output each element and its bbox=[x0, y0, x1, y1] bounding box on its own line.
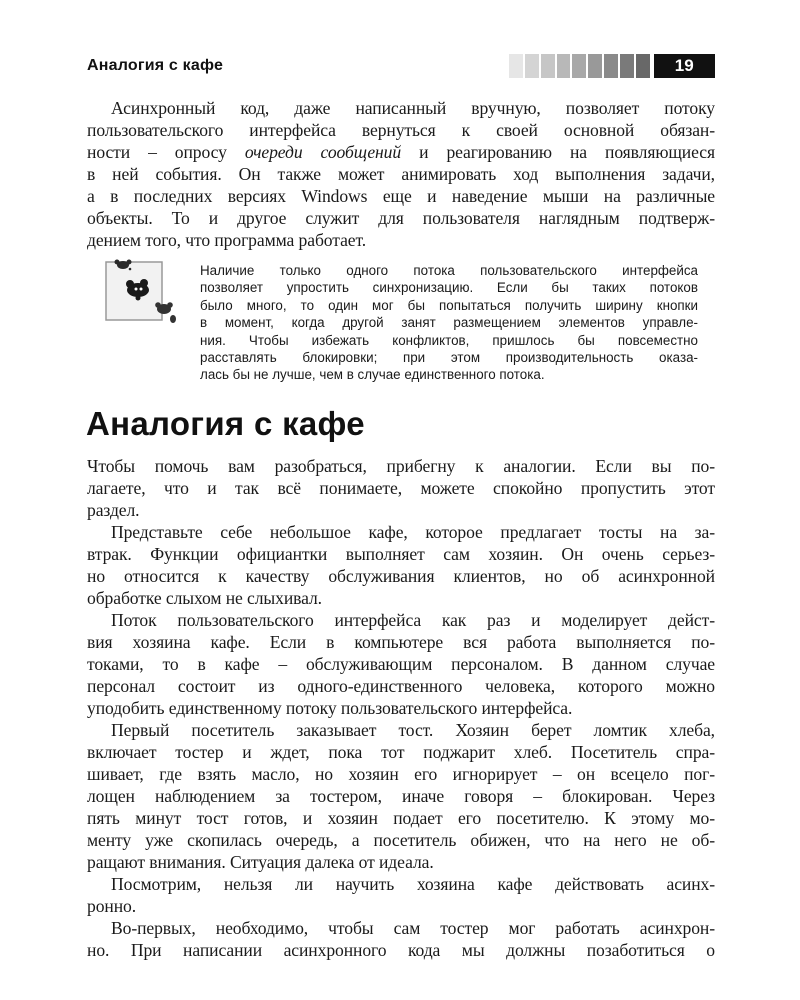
text-line: в ней события. Он также может анимировать ход выполнения задачи, bbox=[87, 164, 715, 184]
text-line: шивает, где взять масло, но хозяин его игнорирует – он всецело пог- bbox=[87, 764, 715, 784]
text-line: пять минут тост готов, и хозяин подает его посетителю. К этому мо- bbox=[87, 808, 715, 828]
text-line: Посмотрим, нельзя ли научить хозяина кафе действовать асинх- bbox=[111, 874, 715, 894]
note-line: в момент, когда другой занят размещением элементов управле- bbox=[200, 315, 698, 331]
text-line: лощен наблюдением за тостером, иначе говоря – блокирован. Через bbox=[87, 786, 715, 806]
note-line: лась бы не лучше, чем в случае единственного потока. bbox=[200, 367, 545, 383]
note-line: Наличие только одного потока пользовательского интерфейса bbox=[200, 263, 698, 278]
bar-segment bbox=[572, 54, 586, 78]
bar-segment bbox=[636, 54, 650, 78]
intro-paragraph bbox=[87, 97, 715, 251]
running-title: Аналогия с кафе bbox=[87, 57, 224, 74]
text-line: лагаете, что и так всё понимаете, можете спокойно пропустить этот bbox=[87, 478, 715, 498]
note-text bbox=[200, 262, 698, 384]
note-line: позволяет упростить синхронизацию. Если бы таких потоков bbox=[200, 280, 698, 296]
text-line: втрак. Функции официантки выполняет сам хозяин. Он очень серьез- bbox=[87, 544, 715, 564]
text-line: Поток пользовательского интерфейса как раз и моделирует дейст- bbox=[111, 610, 715, 630]
text-line: раздел. bbox=[87, 500, 140, 520]
page-number: 19 bbox=[654, 54, 715, 78]
text-line: но. При написании асинхронного кода мы должны позаботиться о bbox=[87, 940, 715, 960]
text-line: Во-первых, необходимо, чтобы сам тостер мог работать асинхрон- bbox=[111, 918, 715, 938]
text-line: Представьте себе небольшое кафе, которое предлагает тосты на за- bbox=[111, 522, 715, 542]
text-line: пользовательского интерфейса вернуться к своей основной обязан- bbox=[87, 120, 715, 140]
bar-segment bbox=[604, 54, 618, 78]
bar-segment bbox=[541, 54, 555, 78]
section-body bbox=[87, 455, 715, 961]
text-line: менту уже скопилась очередь, а посетитель обижен, что на него не об- bbox=[87, 830, 715, 850]
bar-segment bbox=[525, 54, 539, 78]
emphasis-term: очереди сообщений bbox=[244, 142, 402, 162]
section-heading: Аналогия с кафе bbox=[86, 405, 365, 442]
text-line: а в последних версиях Windows еще и наведение мыши на различные bbox=[87, 186, 715, 206]
text-line: обработке слыхом не слыхивал. bbox=[87, 588, 322, 608]
bar-segment bbox=[620, 54, 634, 78]
text-line: ронно. bbox=[87, 896, 137, 916]
text-fragment: и реагированию на появляющиеся bbox=[419, 142, 715, 162]
note-line: ния. Чтобы избежать конфликтов, пришлось бы повсеместно bbox=[200, 332, 698, 348]
text-line: включает тостер и ждет, пока тот поджарит хлеб. Посетитель спра- bbox=[87, 742, 715, 762]
text-line: Асинхронный код, даже написанный вручную, позволяет потоку bbox=[111, 98, 715, 118]
header-decoration-bar bbox=[509, 54, 715, 78]
text-line: объекты. То и другое служит для пользователя наглядным подтверж- bbox=[87, 208, 715, 228]
bar-segment bbox=[557, 54, 571, 78]
text-line: вия хозяина кафе. Если в компьютере вся работа выполняется по- bbox=[87, 632, 715, 652]
text-line: Чтобы помочь вам разобраться, прибегну к аналогии. Если вы по- bbox=[87, 456, 715, 476]
text-line: ращают внимания. Ситуация далека от идеала. bbox=[87, 852, 434, 872]
running-header bbox=[87, 54, 715, 80]
note-line: было много, то один мог бы попытаться получить ширину кнопки bbox=[200, 297, 698, 313]
mouse-icon bbox=[100, 256, 186, 326]
text-line bbox=[87, 141, 715, 163]
bar-segment bbox=[509, 54, 523, 78]
note-line: расставлять блокировки; при этом производительность оказа- bbox=[200, 350, 698, 366]
text-line: но относится к качеству обслуживания клиентов, но об асинхронной bbox=[87, 566, 715, 586]
text-line: персонал состоит из одного-единственного человека, которого можно bbox=[87, 676, 715, 696]
bar-segment bbox=[588, 54, 602, 78]
text-line: токами, то в кафе – обслуживающим персоналом. В данном случае bbox=[87, 654, 715, 674]
text-line: Первый посетитель заказывает тост. Хозяин берет ломтик хлеба, bbox=[111, 720, 715, 740]
text-line: дением того, что программа работает. bbox=[87, 230, 367, 250]
text-fragment: ности – опросу bbox=[87, 142, 245, 162]
text-line: уподобить единственному потоку пользовательского интерфейса. bbox=[87, 698, 573, 718]
